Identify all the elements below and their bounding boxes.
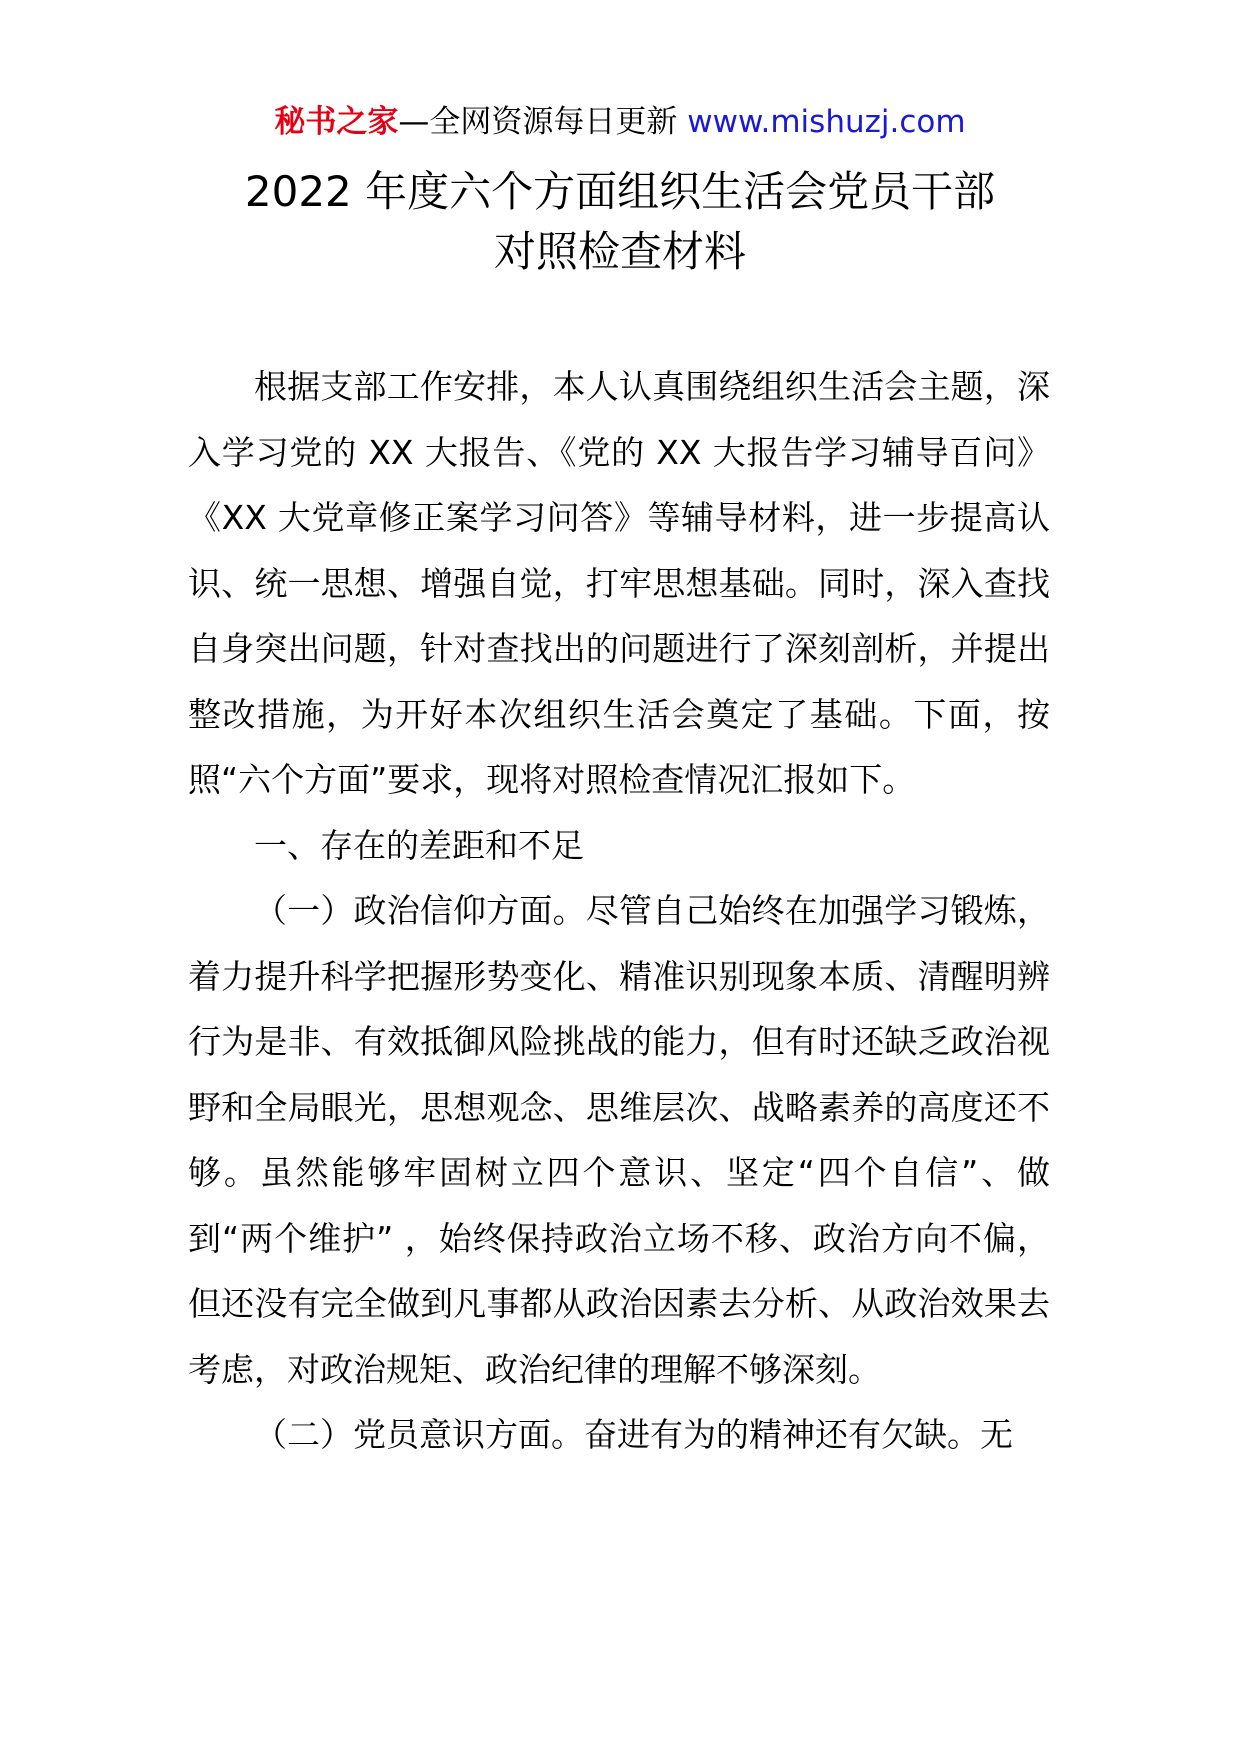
brand-name: 秘书之家 bbox=[274, 104, 399, 140]
header-slogan: —全网资源每日更新 bbox=[398, 104, 688, 140]
document-body bbox=[188, 354, 1050, 1468]
paragraph-political-belief: （一）政治信仰方面。尽管自己始终在加强学习锻炼，着力提升科学把握形势变化、精准识别现象本质、清醒明辨行为是非、有效抵御风险挑战的能力，但有时还缺乏政治视野和全局眼光，思想观念、思维层次、战略素养的高度还不够。虽然能够牢固树立四个意识、坚定“四个自信”、做到“两个维护” ，始终保持政治立场不移、政治方向不偏，但还没有完全做到凡事都从政治因素去分析、从政治效果去考虑，对政治规矩、政治纪律的理解不够深刻。 bbox=[188, 891, 1050, 1389]
paragraph-intro: 根据支部工作安排，本人认真围绕组织生活会主题，深入学习党的 XX 大报告、《党的 XX 大报告学习辅导百问》《XX 大党章修正案学习问答》等辅导材料，进一步提高认识、统一思想、增强自觉，打牢思想基础。同时，深入查找自身突出问题，针对查找出的问题进行了深刻剖析，并提出整改措施，为开好本次组织生活会奠定了基础。下面，按照“六个方面”要求，现将对照检查情况汇报如下。 bbox=[188, 367, 1050, 799]
title-line-2: 对照检查材料 bbox=[493, 227, 746, 276]
site-header bbox=[0, 100, 1240, 144]
document-title bbox=[0, 162, 1240, 282]
paragraph-party-awareness: （二）党员意识方面。奋进有为的精神还有欠缺。无 bbox=[254, 1415, 1013, 1454]
title-line-1: 2022 年度六个方面组织生活会党员干部 bbox=[244, 167, 996, 216]
section-heading: 一、存在的差距和不足 bbox=[254, 825, 584, 865]
site-url-link[interactable]: www.mishuzj.com bbox=[687, 104, 966, 140]
